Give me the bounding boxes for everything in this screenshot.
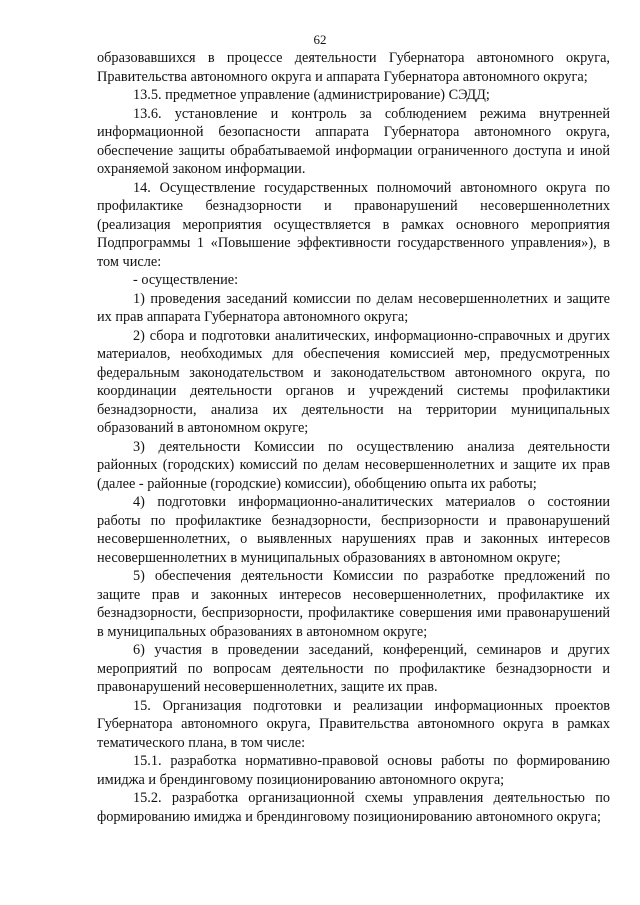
document-body [97,49,610,826]
paragraph-15: 15. Организация подготовки и реализации информационных проектов Губернатора автономного округа, Правительства автономного округа в рамках тематического плана, в том числе: [97,697,610,751]
paragraph-item-1: 1) проведения заседаний комиссии по делам несовершеннолетних и защите их прав аппарата Губернатора автономного округа; [97,290,610,325]
paragraph-14: 14. Осуществление государственных полномочий автономного округа по профилактике безнадзорности и правонарушений несовершеннолетних (реализация мероприятия осуществляется в рамках основного мероприятия Подпрограммы 1 «Повышение эффективности государственного управления»), в том числе: [97,179,610,270]
page-number: 62 [313,32,327,47]
paragraph-13-6: 13.6. установление и контроль за соблюдением режима внутренней информационной безопасности аппарата Губернатора автономного округа, обеспечение защиты обрабатываемой информации ограниченного доступа и иной охраняемой законом информации. [97,105,610,177]
paragraph-continuation: образовавшихся в процессе деятельности Губернатора автономного округа, Правительства автономного округа и аппарата Губернатора автономного округа; [97,50,610,85]
paragraph-15-1: 15.1. разработка нормативно-правовой основы работы по формированию имиджа и брендинговому позиционированию автономного округа; [97,753,610,788]
paragraph-13-5: 13.5. предметное управление (администрирование) СЭДД; [133,87,490,103]
paragraph-implementation: - осуществление: [133,272,239,288]
paragraph-item-3: 3) деятельности Комиссии по осуществлению анализа деятельности районных (городских) комиссий по делам несовершеннолетних и защите их прав (далее - районные (городские) комиссии), обобщению опыта их работы; [97,438,610,492]
paragraph-item-4: 4) подготовки информационно-аналитических материалов о состоянии работы по профилактике безнадзорности, беспризорности и правонарушений несовершеннолетних, о выявленных нарушениях прав и законных интересов несовершеннолетних в муниципальных образованиях в автономном округе; [97,494,610,566]
paragraph-item-2: 2) сбора и подготовки аналитических, информационно-справочных и других материалов, необходимых для обеспечения комиссией мер, предусмотренных федеральным законодательством и законодательством автономного округа, по координации деятельности органов и учреждений системы профилактики безнадзорности, анализа их деятельности на территории муниципальных образований в автономном округе; [97,327,610,436]
paragraph-item-6: 6) участия в проведении заседаний, конференций, семинаров и других мероприятий по вопросам деятельности по профилактике безнадзорности и правонарушений несовершеннолетних, защите их прав. [97,642,610,695]
paragraph-15-2: 15.2. разработка организационной схемы управления деятельностью по формированию имиджа и брендинговому позиционированию автономного округа; [97,790,610,825]
paragraph-item-5: 5) обеспечения деятельности Комиссии по разработке предложений по защите прав и законных интересов несовершеннолетних, профилактике их безнадзорности, беспризорности, профилактике совершения ими правонарушений в муниципальных образованиях в автономном округе; [97,568,610,640]
